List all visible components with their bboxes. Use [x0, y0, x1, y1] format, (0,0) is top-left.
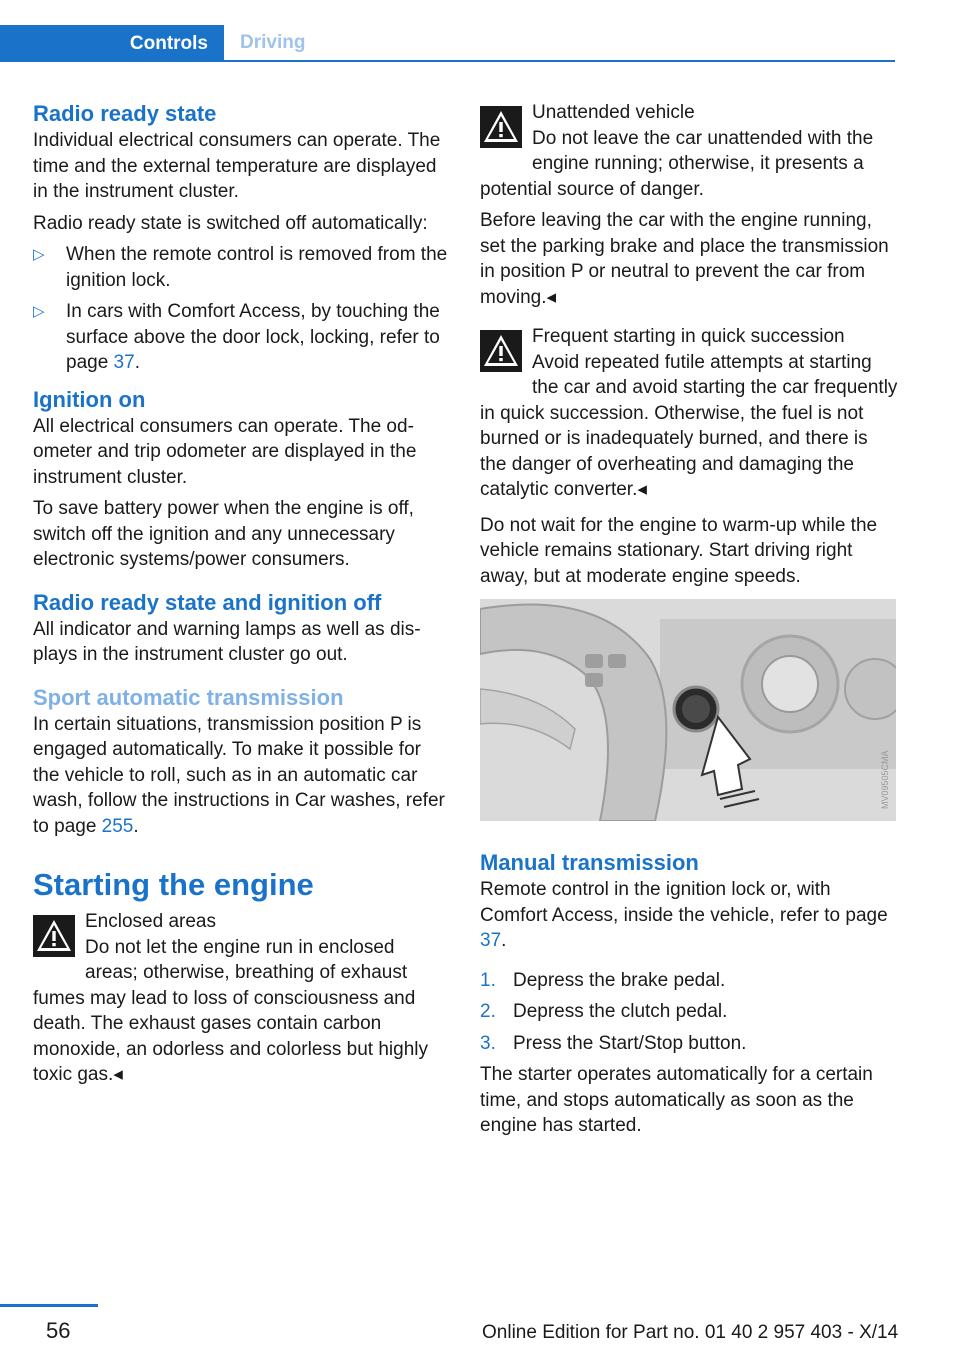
heading-manual-transmission: Manual transmission: [480, 850, 699, 875]
page-link-37[interactable]: 37: [113, 352, 135, 373]
step-text: Depress the brake pedal.: [513, 969, 726, 991]
paragraph: Do not wait for the engine to warm-up while the vehicle remains stationary. Start driving right away, but at moderate engine speeds.: [480, 514, 878, 587]
warning-block: [480, 100, 898, 202]
paragraph: Remote control in the ignition lock or, with Comfort Access, inside the vehicle, refer to page 37.: [480, 879, 888, 951]
warning-icon: [480, 330, 522, 372]
step-number: 3.: [480, 1032, 496, 1054]
step-text: Press the Start/Stop button.: [513, 1032, 747, 1054]
chapter-header: [0, 25, 895, 63]
paragraph: In certain situations, transmission position P is engaged automatically. To make it possible for the vehicle to roll, such as in an automatic car wash, follow the instructions in Car washes, refer to page 255.: [33, 713, 445, 837]
left-column: [33, 100, 451, 1094]
list-item-text: In cars with Comfort Access, by touching the surface above the door lock, locking, refer to page: [66, 301, 440, 373]
warning-title: Frequent starting in quick succession: [532, 326, 845, 347]
paragraph: All indicator and warning lamps as well as displays in the instrument cluster go out.: [33, 618, 421, 665]
warning-text: Do not leave the car unattended with the engine running; otherwise, it presents a potential source of danger.: [480, 127, 874, 200]
triangle-bullet-icon: ▷: [33, 246, 45, 263]
paragraph: All electrical consumers can operate. The odometer and trip odometer are displayed in the instrument cluster.: [33, 415, 417, 488]
list-item: [480, 999, 898, 1025]
warning-text: Do not let the engine run in enclosed areas; otherwise, breathing of exhaust fumes may lead to loss of consciousness and death. The exhaust gases contain carbon monoxide, an odorless and colorless but highly toxic gas.◂: [33, 936, 429, 1085]
step-number: 2.: [480, 1001, 496, 1022]
heading-radio-ready: Radio ready state: [33, 101, 217, 126]
heading-ignition-on: Ignition on: [33, 386, 146, 412]
paragraph: Radio ready state is switched off automatically:: [33, 212, 428, 234]
list-item: [480, 968, 898, 994]
list-item: [33, 242, 451, 293]
heading-sport-automatic: Sport automatic transmission: [33, 684, 344, 710]
tab-controls[interactable]: Controls: [0, 25, 224, 62]
warning-block: [480, 324, 898, 503]
footer-rule: [0, 1304, 98, 1307]
paragraph: To save battery power when the engine is off, switch off the ignition and any unnecessary electronic systems/power consumers.: [33, 498, 414, 570]
warning-block: [33, 909, 451, 1088]
warning-title: Unattended vehicle: [532, 102, 695, 123]
right-column: [480, 100, 898, 1145]
start-stop-button-illustration: [480, 599, 896, 821]
list-item-text: When the remote control is removed from the ignition lock.: [66, 244, 448, 291]
numbered-list: [480, 968, 898, 1057]
bullet-list: [33, 242, 451, 376]
triangle-bullet-icon: ▷: [33, 303, 45, 320]
list-item: [480, 1031, 898, 1057]
step-text: Depress the clutch pedal.: [513, 1001, 728, 1022]
warning-text: Avoid repeated futile attempts at starting the car and avoid starting the car frequently in quick succession. Otherwise, the fuel is not burned or is inadequately burned, and there is the danger of overheating and damaging the catalytic converter.◂: [480, 351, 898, 500]
page-link-37[interactable]: 37: [480, 930, 502, 951]
edition-text: Online Edition for Part no. 01 40 2 957 403 - X/14: [482, 1322, 899, 1343]
tab-driving[interactable]: Driving: [240, 31, 306, 53]
steering-wheel-illustration: [480, 599, 896, 821]
warning-icon: [480, 106, 522, 148]
page-number: 56: [46, 1318, 71, 1343]
heading-radio-off: Radio ready state and ignition off: [33, 589, 382, 615]
paragraph: The starter operates automatically for a certain time, and stops automatically as soon as the engine has started.: [480, 1064, 873, 1136]
image-code: MV09505CMA: [880, 750, 890, 809]
list-item: ▷ In cars with Comfort Access, by touching the surface above the door lock, locking, refer to page 37.: [33, 301, 440, 373]
step-number: 1.: [480, 969, 496, 991]
warning-title: Enclosed areas: [85, 911, 216, 932]
paragraph: Individual electrical consumers can operate. The time and the external temperature are displayed in the instrument cluster.: [33, 130, 441, 202]
paragraph: Before leaving the car with the engine running, set the parking brake and place the transmission in position P or neutral to prevent the car from moving.◂: [480, 210, 889, 308]
page-link-255[interactable]: 255: [101, 815, 134, 837]
heading-starting-engine: Starting the engine: [33, 867, 314, 902]
warning-icon: [33, 915, 75, 957]
